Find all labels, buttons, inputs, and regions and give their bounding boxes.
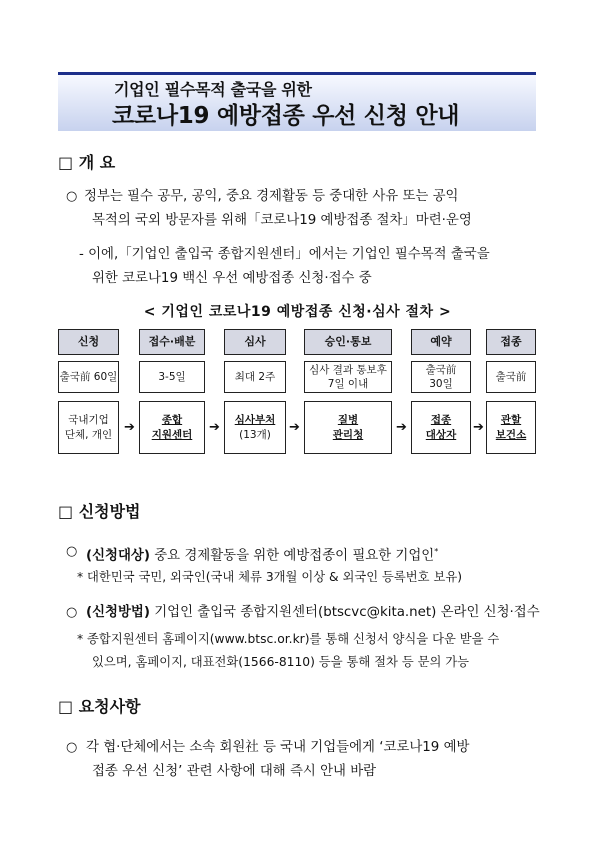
flow-step-actor (304, 401, 392, 454)
flow-actor-line1: 심사부처 (234, 413, 276, 426)
flow-step-period: 출국前 (486, 361, 536, 393)
flow-actor-line1: 질병 (337, 413, 359, 426)
flow-actor-line1: 종합 (161, 413, 183, 426)
arrow-right-icon: ➔ (396, 420, 407, 435)
bullet-icon: ○ (66, 544, 78, 559)
flow-step-header: 심사 (224, 329, 286, 355)
flow-actor-line2: 지원센터 (151, 428, 193, 441)
flow-step-period: 출국前 60일 (58, 361, 119, 393)
flow-actor-line1: 국내기업 (68, 413, 109, 426)
overview-p2-line1: - 이에,「기업인 출입국 종합지원센터」에서는 기업인 필수목적 출국을 (79, 247, 490, 262)
bullet-icon: ○ (66, 605, 78, 620)
method-way-note-line2: 있으며, 홈페이지, 대표전화(1566-8110) 등을 통해 절차 등 문의 가능 (92, 655, 470, 669)
method-target-text: 중요 경제활동을 위한 예방접종이 필요한 기업인 (154, 548, 435, 564)
flow-step-header: 예약 (411, 329, 471, 355)
overview-p2-line2: 위한 코로나19 백신 우선 예방접종 신청·접수 중 (92, 271, 372, 286)
flow-period-line2: 7일 이내 (327, 378, 369, 390)
flow-actor-line1: 관할 (500, 413, 522, 426)
flow-step-actor (411, 401, 471, 454)
title-line1: 기업인 필수목적 출국을 위한 (114, 80, 312, 99)
flow-step-header: 접수·배분 (139, 329, 205, 355)
section-method-heading: □ 신청방법 (58, 502, 141, 521)
overview-p1-line2: 목적의 국외 방문자를 위해「코로나19 예방접종 절차」마련·운영 (92, 213, 472, 228)
arrow-right-icon: ➔ (209, 420, 220, 435)
flow-step-period: 최대 2주 (224, 361, 286, 393)
flow-step-actor (486, 401, 536, 454)
method-way-label: (신청방법) (86, 605, 150, 620)
method-target-mark: * (434, 547, 439, 556)
section-request-heading: □ 요청사항 (58, 697, 141, 716)
arrow-right-icon: ➔ (124, 420, 135, 435)
flow-step-period (411, 361, 471, 393)
request-line2: 접종 우선 신청’ 관련 사항에 대해 즉시 안내 바람 (92, 764, 377, 779)
section-overview-heading: □ 개 요 (58, 153, 116, 172)
title-banner (58, 72, 536, 131)
flow-period-line1: 심사 결과 통보후 (309, 364, 387, 376)
flow-period-line2: 30일 (429, 378, 453, 390)
flow-actor-line1: 접종 (430, 413, 452, 426)
flow-step-actor (224, 401, 286, 454)
flow-actor-line2: 관리청 (332, 428, 364, 441)
flow-actor-line2: 단체, 개인 (64, 428, 113, 441)
flow-step-actor (58, 401, 119, 454)
flow-step-header: 접종 (486, 329, 536, 355)
title-line2: 코로나19 예방접종 우선 신청 안내 (112, 103, 460, 129)
flow-step-header: 신청 (58, 329, 119, 355)
flow-actor-line2: 대상자 (425, 428, 457, 441)
method-way-text: 기업인 출입국 종합지원센터(btscvc@kita.net) 온라인 신청·접수 (154, 605, 540, 620)
method-target-label: (신청대상) (86, 548, 150, 564)
bullet-icon: ○ (66, 740, 78, 755)
flow-title: < 기업인 코로나19 예방접종 신청·심사 절차 > (143, 304, 452, 320)
bullet-icon: ○ (66, 189, 78, 204)
flow-step-period: 3-5일 (139, 361, 205, 393)
flow-actor-line2: (13개) (239, 428, 271, 441)
overview-p1-line1: 정부는 필수 공무, 공익, 중요 경제활동 등 중대한 사유 또는 공익 (84, 189, 459, 204)
arrow-right-icon: ➔ (289, 420, 300, 435)
flow-step-actor (139, 401, 205, 454)
method-target-note: * 대한민국 국민, 외국인(국내 체류 3개월 이상 & 외국인 등록번호 보유) (77, 570, 463, 584)
method-way-note-line1: * 종합지원센터 홈페이지(www.btsc.or.kr)를 통해 신청서 양식을 다운 받을 수 (77, 632, 500, 646)
request-line1: 각 협·단체에서는 소속 회원社 등 국내 기업들에게 ‘코로나19 예방 (86, 740, 470, 755)
arrow-right-icon: ➔ (473, 420, 484, 435)
flow-step-period (304, 361, 392, 393)
flow-actor-line2: 보건소 (495, 428, 527, 441)
flow-step-header: 승인·통보 (304, 329, 392, 355)
flow-period-line1: 출국前 (425, 364, 457, 376)
method-way-line (86, 600, 540, 625)
